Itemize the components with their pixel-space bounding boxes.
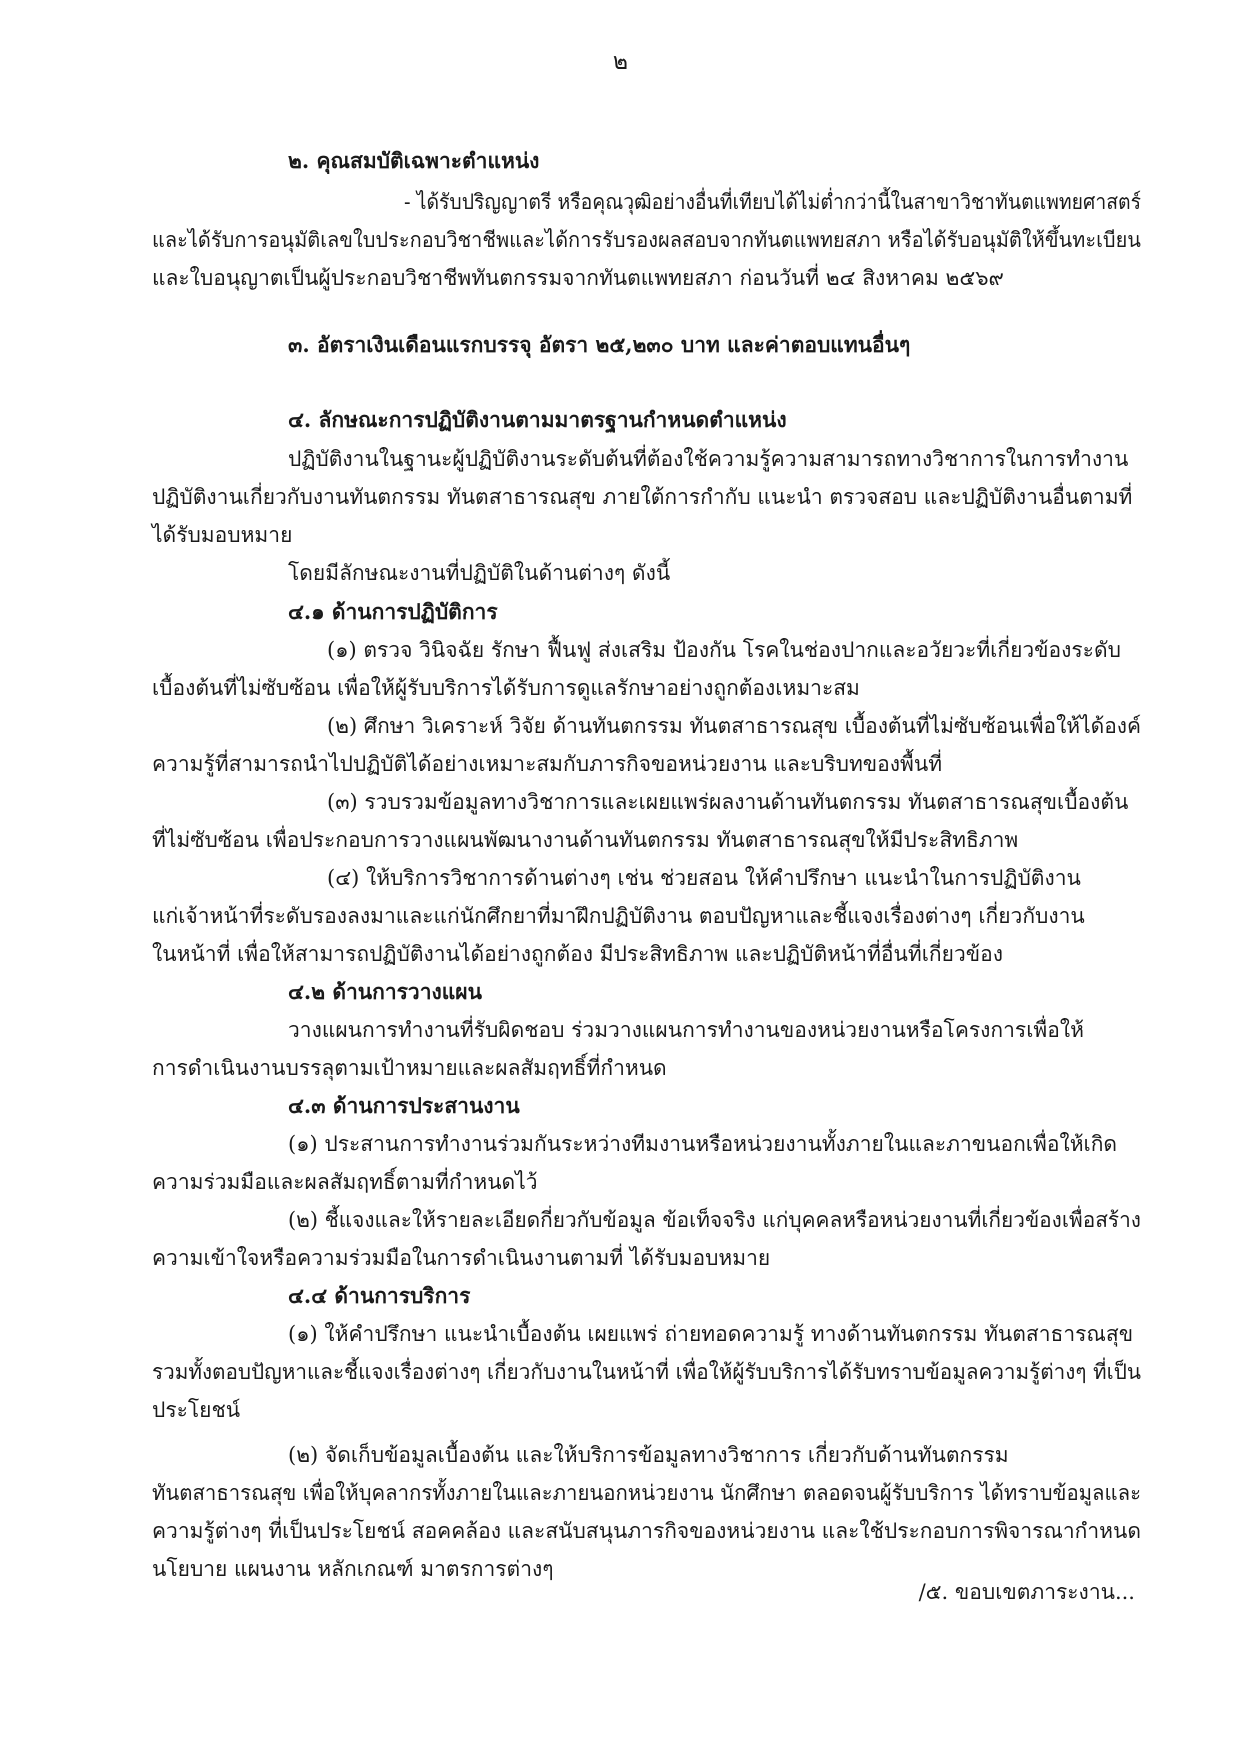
paragraph-line: ความรู้ต่างๆ ที่เป็นประโยชน์ สอคคล้อง และสนับสนุนภารกิจของหน่วยงาน และใช้ประกอบการพิจารณากำหนด xyxy=(152,1519,1141,1543)
paragraph-line: และได้รับการอนุมัติเลขใบประกอบวิชาชีพและได้การรับรองผลสอบจากทันตแพทยสภา หรือได้รับอนุมัติให้ขึ้นทะเบียน xyxy=(152,228,1141,252)
paragraph-line: การดำเนินงานบรรลุตามเป้าหมายและผลสัมฤทธิ์ที่กำหนด xyxy=(152,1056,667,1080)
section-heading: ๔.๑ ด้านการปฏิบัติการ xyxy=(288,599,498,624)
paragraph-line: (๓) รวบรวมข้อมูลทางวิชาการและเผยแพร่ผลงานด้านทันตกรรม ทันตสาธารณสุขเบื้องต้น xyxy=(327,790,1129,814)
continuation-note: /๕. ขอบเขตภาระงาน... xyxy=(918,1580,1135,1604)
section-heading: ๓. อัตราเงินเดือนแรกบรรจุ อัตรา ๒๕,๒๓๐ บาท และค่าตอบแทนอื่นๆ xyxy=(288,332,911,357)
paragraph-line: (๑) ประสานการทำงานร่วมกันระหว่างทีมงานหรือหน่วยงานทั้งภายในและภาขนอกเพื่อให้เกิด xyxy=(288,1132,1118,1156)
paragraph-line: โดยมีลักษณะงานที่ปฏิบัติในด้านต่างๆ ดังนี้ xyxy=(288,561,671,585)
paragraph-line: ความเข้าใจหรือความร่วมมือในการดำเนินงานตามที่ ได้รับมอบหมาย xyxy=(152,1246,771,1270)
paragraph-line: ความรู้ที่สามารถนำไปปฏิบัติได้อย่างเหมาะสมกับภารกิจขอหน่วยงาน และบริบทของพื้นที่ xyxy=(152,752,943,776)
section-heading: ๔. ลักษณะการปฏิบัติงานตามมาตรฐานกำหนดตำแหน่ง xyxy=(288,407,787,432)
paragraph-line: ทันตสาธารณสุข เพื่อให้บุคลากรทั้งภายในและภายนอกหน่วยงาน นักศึกษา ตลอดจนผู้รับบริการ ได้ทราบข้อมูลและ xyxy=(152,1481,1142,1505)
paragraph-line: วางแผนการทำงานที่รับผิดชอบ ร่วมวางแผนการทำงานของหน่วยงานหรือโครงการเพื่อให้ xyxy=(288,1018,1084,1042)
section-heading: ๔.๓ ด้านการประสานงาน xyxy=(288,1093,520,1118)
paragraph-line: (๑) ให้คำปรึกษา แนะนำเบื้องต้น เผยแพร่ ถ่ายทอดความรู้ ทางด้านทันตกรรม ทันตสาธารณสุข xyxy=(288,1322,1134,1346)
section-heading: ๔.๔ ด้านการบริการ xyxy=(288,1283,471,1308)
paragraph-line: (๔) ให้บริการวิชาการด้านต่างๆ เช่น ช่วยสอน ให้คำปรึกษา แนะนำในการปฏิบัติงาน xyxy=(327,866,1081,890)
paragraph-line: ปฏิบัติงานในฐานะผู้ปฏิบัติงานระดับต้นที่ต้องใช้ความรู้ความสามารถทางวิชาการในการทำงาน xyxy=(288,447,1129,471)
paragraph-line: ที่ไม่ซับซ้อน เพื่อประกอบการวางแผนพัฒนางานด้านทันตกรรม ทันตสาธารณสุขให้มีประสิทธิภาพ xyxy=(152,828,1019,852)
paragraph-line: ได้รับมอบหมาย xyxy=(152,523,293,547)
paragraph-line: และใบอนุญาตเป็นผู้ประกอบวิชาชีพทันตกรรมจากทันตแพทยสภา ก่อนวันที่ ๒๔ สิงหาคม ๒๕๖๙ xyxy=(152,266,1004,290)
paragraph-line: ปฏิบัติงานเกี่ยวกับงานทันตกรรม ทันตสาธารณสุข ภายใต้การกำกับ แนะนำ ตรวจสอบ และปฏิบัติงานอื่นตามที่ xyxy=(152,485,1133,509)
section-heading: ๔.๒ ด้านการวางแผน xyxy=(288,979,482,1004)
paragraph-line: ความร่วมมือและผลสัมฤทธิ์ตามที่กำหนดไว้ xyxy=(152,1170,538,1194)
paragraph-line: เบื้องต้นที่ไม่ซับซ้อน เพื่อให้ผู้รับบริการได้รับการดูแลรักษาอย่างถูกต้องเหมาะสม xyxy=(152,676,860,700)
paragraph-line: (๒) ชี้แจงและให้รายละเอียดกี่ยวกับข้อมูล ข้อเท็จจริง แก่บุคคลหรือหน่วยงานที่เกี่ยวข้องเพื่อสร้าง xyxy=(288,1208,1141,1232)
paragraph-line: (๑) ตรวจ วินิจฉัย รักษา ฟื้นฟู ส่งเสริม ป้องกัน โรคในช่องปากและอวัยวะที่เกี่ยวข้องระดับ xyxy=(327,638,1121,662)
paragraph-line: แก่เจ้าหน้าที่ระดับรองลงมาและแก่นักศึกยาที่มาฝึกปฏิบัติงาน ตอบปัญหาและชี้แจงเรื่องต่างๆ เกี่ยวกับงาน xyxy=(152,904,1085,928)
section-heading: ๒. คุณสมบัติเฉพาะตำแหน่ง xyxy=(288,148,540,173)
paragraph-line: นโยบาย แผนงาน หลักเกณฑ์ มาตรการต่างๆ xyxy=(152,1557,554,1581)
paragraph-line: ประโยชน์ xyxy=(152,1398,241,1422)
paragraph-line: ในหน้าที่ เพื่อให้สามารถปฏิบัติงานได้อย่างถูกต้อง มีประสิทธิภาพ และปฏิบัติหน้าที่อื่นที่เกี่ยวข้อง xyxy=(152,942,1003,966)
paragraph-line: (๒) จัดเก็บข้อมูลเบื้องต้น และให้บริการข้อมูลทางวิชาการ เกี่ยวกับด้านทันตกรรม xyxy=(288,1443,1009,1467)
paragraph-line: (๒) ศึกษา วิเคราะห์ วิจัย ด้านทันตกรรม ทันตสาธารณสุข เบื้องต้นที่ไม่ซับซ้อนเพื่อให้ได้องค์ xyxy=(327,714,1142,738)
page-number: ๒ xyxy=(612,49,629,75)
paragraph-line: - ได้รับปริญญาตรี หรือคุณวุฒิอย่างอื่นที่เทียบได้ไม่ต่ำกว่านี้ในสาขาวิชาทันตแพทยศาสตร์ xyxy=(404,190,1142,214)
paragraph-line: รวมทั้งตอบปัญหาและชี้แจงเรื่องต่างๆ เกี่ยวกับงานในหน้าที่ เพื่อให้ผู้รับบริการได้รับทราบข้อมูลความรู้ต่างๆ ที่เป็น xyxy=(152,1360,1141,1384)
